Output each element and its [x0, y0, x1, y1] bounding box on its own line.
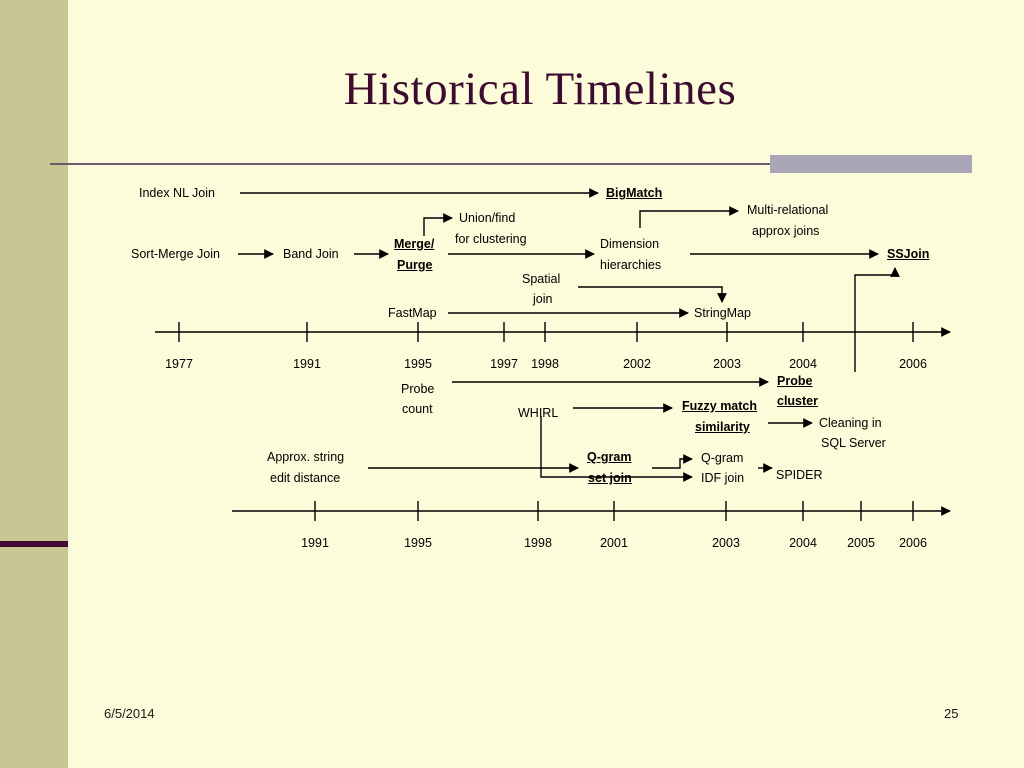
label-approx-string: Approx. string	[267, 450, 345, 464]
tick-lower-2005: 2005	[847, 536, 875, 550]
label-sort-merge-join: Sort-Merge Join	[131, 247, 220, 261]
tick-upper-1997: 1997	[490, 357, 518, 371]
label-hierarchies: hierarchies	[600, 258, 662, 272]
label-join: join	[533, 292, 553, 306]
tick-upper-2006: 2006	[899, 357, 927, 371]
tick-lower-2001: 2001	[600, 536, 628, 550]
label-qgram-idf: Q-gram	[701, 451, 744, 465]
label-union-find: Union/find	[459, 211, 516, 225]
label-probe: Probe	[401, 382, 435, 396]
label-edit-distance: edit distance	[270, 471, 341, 485]
label-spatial: Spatial	[522, 272, 561, 286]
label-ssjoin: SSJoin	[887, 247, 930, 261]
label-fuzzy-match: Fuzzy match	[682, 399, 758, 413]
label-spider: SPIDER	[776, 468, 823, 482]
tick-lower-1995: 1995	[404, 536, 432, 550]
tick-lower-2003: 2003	[712, 536, 740, 550]
label-fastmap: FastMap	[388, 306, 437, 320]
label-cleaning-in: Cleaning in	[819, 416, 882, 430]
footer-date: 6/5/2014	[104, 706, 155, 721]
tick-lower-2004: 2004	[789, 536, 817, 550]
label-multi-relational: Multi-relational	[747, 203, 829, 217]
tick-upper-1998: 1998	[531, 357, 559, 371]
label-probe-cluster-top: Probe	[777, 374, 813, 388]
tick-upper-1977: 1977	[165, 357, 193, 371]
label-count: count	[402, 402, 433, 416]
label-probe-cluster-bottom: cluster	[777, 394, 818, 408]
footer-page-number: 25	[944, 706, 959, 721]
tick-upper-1991: 1991	[293, 357, 321, 371]
label-dimension: Dimension	[600, 237, 660, 251]
label-whirl: WHIRL	[518, 406, 559, 420]
label-band-join: Band Join	[283, 247, 339, 261]
label-sql-server: SQL Server	[821, 436, 886, 450]
label-purge: Purge	[397, 258, 433, 272]
tick-upper-2004: 2004	[789, 357, 817, 371]
tick-upper-2002: 2002	[623, 357, 651, 371]
label-index-nl-join: Index NL Join	[139, 186, 215, 200]
label-merge: Merge/	[394, 237, 435, 251]
page-title: Historical Timelines	[343, 63, 737, 115]
label-idf-join: IDF join	[701, 471, 745, 485]
tick-lower-2006: 2006	[899, 536, 927, 550]
label-approx-joins: approx joins	[752, 224, 820, 238]
label-bigmatch: BigMatch	[606, 186, 663, 200]
tick-upper-2003: 2003	[713, 357, 741, 371]
tick-lower-1998: 1998	[524, 536, 552, 550]
label-set-join: set join	[588, 471, 632, 485]
tick-upper-1995: 1995	[404, 357, 432, 371]
label-for-clustering: for clustering	[455, 232, 527, 246]
label-similarity: similarity	[695, 420, 750, 434]
tick-lower-1991: 1991	[301, 536, 329, 550]
label-stringmap: StringMap	[694, 306, 751, 320]
label-qgram-set: Q-gram	[587, 450, 632, 464]
